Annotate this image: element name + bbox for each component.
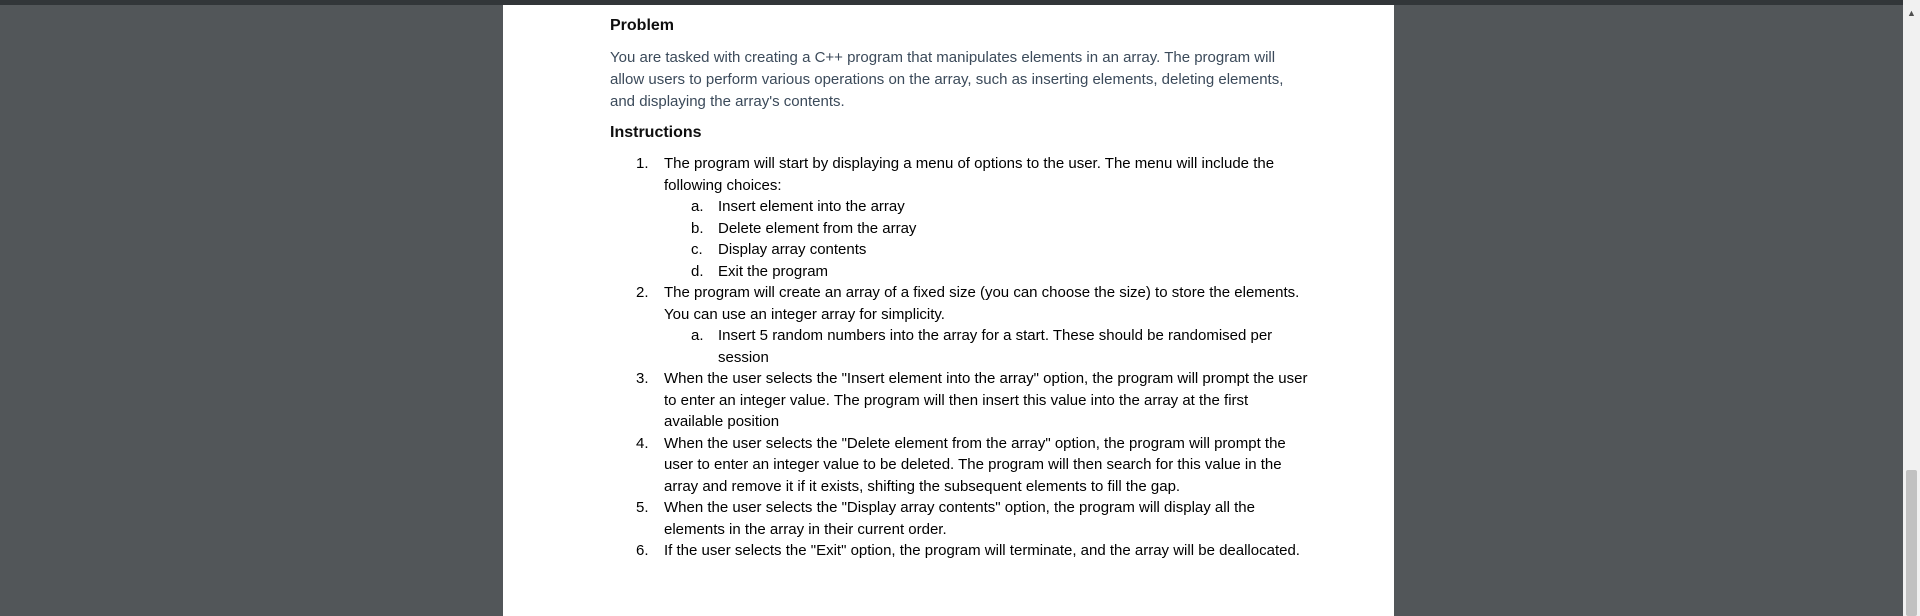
sub-list-item-text: Display array contents bbox=[718, 241, 867, 258]
list-item bbox=[610, 368, 1310, 433]
list-item bbox=[610, 497, 1310, 540]
list-item bbox=[610, 433, 1310, 498]
list-item-text: The program will create an array of a fixed size (you can choose the size) to store the elements. You can use an integer array for simplicity. bbox=[664, 284, 1300, 323]
list-item bbox=[610, 153, 1310, 282]
list-item bbox=[610, 540, 1310, 562]
sub-list-item-text: Insert element into the array bbox=[718, 198, 905, 215]
sub-list-item-letter: a. bbox=[691, 327, 704, 344]
problem-heading: Problem bbox=[610, 17, 675, 34]
sub-list bbox=[664, 325, 1310, 368]
sub-list-item bbox=[664, 261, 1310, 283]
instructions-heading: Instructions bbox=[610, 124, 702, 141]
list-item-number: 2. bbox=[636, 284, 649, 301]
sub-list-item-letter: d. bbox=[691, 262, 704, 280]
list-item-number: 6. bbox=[636, 542, 649, 559]
sub-list-item bbox=[664, 196, 1310, 218]
list-item bbox=[610, 282, 1310, 368]
sub-list-item-letter: b. bbox=[691, 219, 704, 237]
sub-list-item bbox=[664, 218, 1310, 240]
sub-list-item-text: Exit the program bbox=[718, 262, 829, 280]
list-item-text: When the user selects the "Insert element into the array" option, the program will prompt the user to enter an integer value. The program will then insert this value into the array at the first available position bbox=[664, 370, 1308, 430]
sub-list-item-letter: a. bbox=[691, 198, 704, 215]
page-content bbox=[610, 15, 1310, 562]
document-page bbox=[503, 5, 1394, 616]
list-item-text: When the user selects the "Delete element from the array" option, the program will prompt the user to enter an integer value to be deleted. The program will then search for this value in the array and remove it if it exists, shifting the subsequent elements to fill the gap. bbox=[664, 434, 1286, 495]
problem-description: You are tasked with creating a C++ program that manipulates elements in an array. The program will allow users to perform various operations on the array, such as inserting elements, deleting elements, and displaying the array's contents. bbox=[610, 49, 1284, 110]
scrollbar-thumb[interactable] bbox=[1906, 470, 1917, 616]
sub-list-item-letter: c. bbox=[691, 241, 703, 258]
list-item-text: If the user selects the "Exit" option, the program will terminate, and the array will be deallocated. bbox=[664, 542, 1300, 559]
sub-list-item bbox=[664, 325, 1310, 368]
instructions-list bbox=[610, 153, 1310, 562]
sub-list bbox=[664, 196, 1310, 282]
list-item-number: 5. bbox=[636, 499, 649, 516]
scroll-up-arrow-icon[interactable]: ▲ bbox=[1907, 8, 1916, 18]
sub-list-item-text: Delete element from the array bbox=[718, 219, 917, 237]
sub-list-item-text: Insert 5 random numbers into the array for a start. These should be randomised per session bbox=[718, 327, 1273, 366]
list-item-text: When the user selects the "Display array contents" option, the program will display all the elements in the array in their current order. bbox=[664, 499, 1255, 538]
list-item-text: The program will start by displaying a menu of options to the user. The menu will include the following choices: bbox=[664, 155, 1275, 194]
vertical-scrollbar[interactable] bbox=[1903, 0, 1920, 616]
sub-list-item bbox=[664, 239, 1310, 261]
list-item-number: 3. bbox=[636, 370, 649, 387]
list-item-number: 1. bbox=[636, 155, 649, 172]
list-item-number: 4. bbox=[636, 434, 649, 452]
